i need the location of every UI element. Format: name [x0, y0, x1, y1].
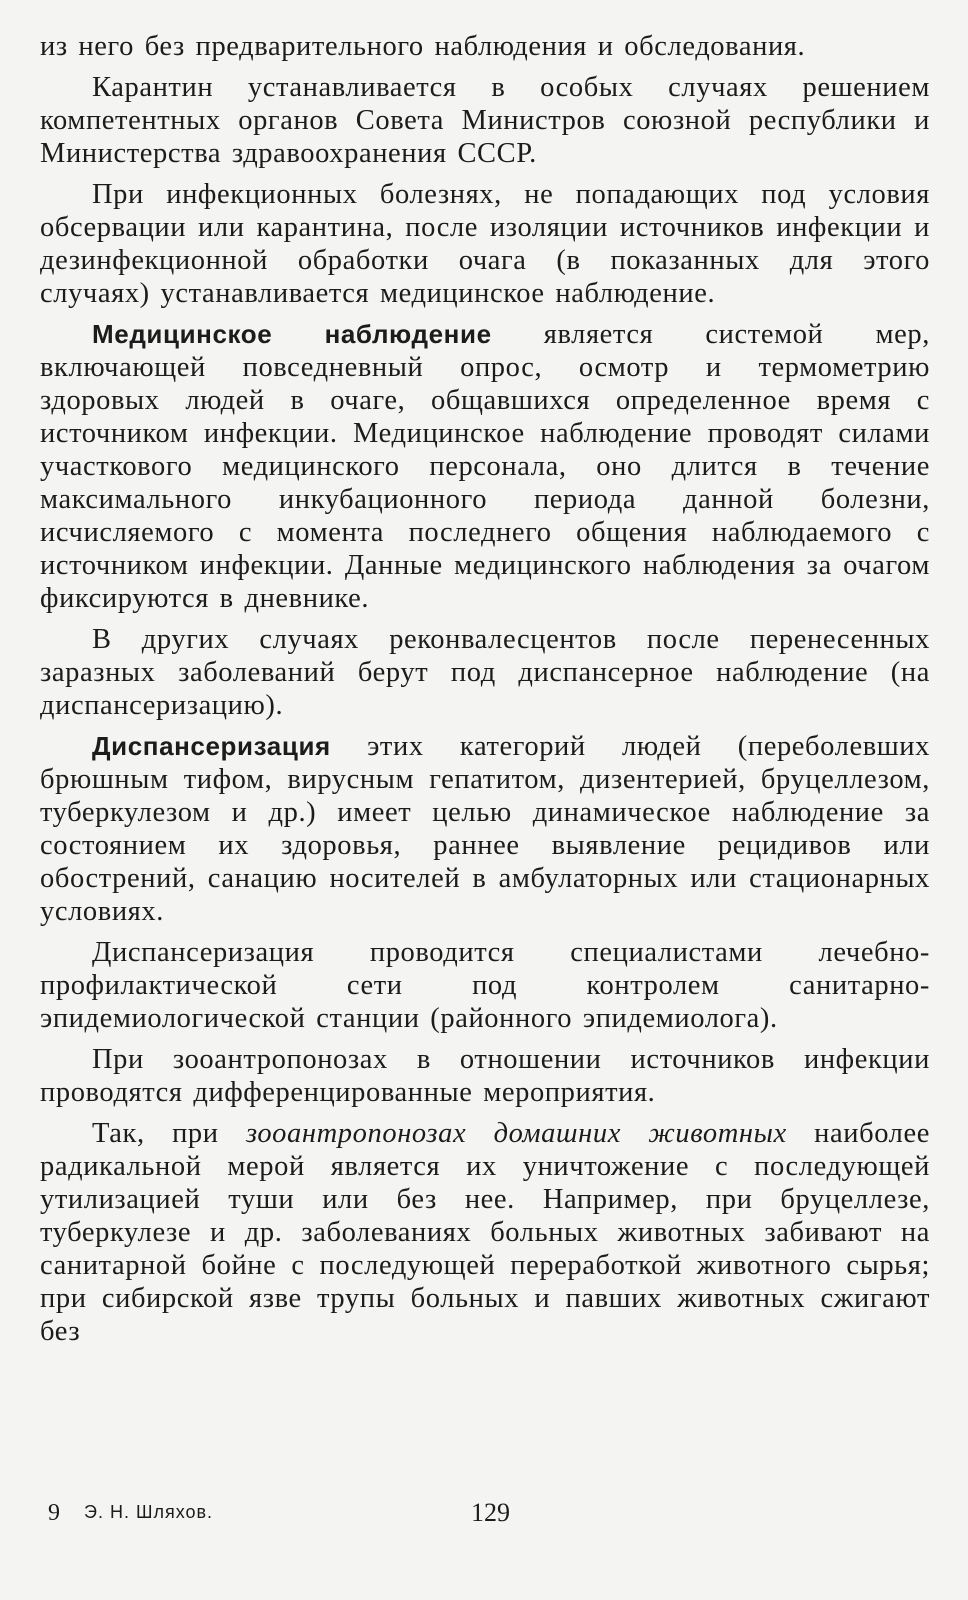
paragraph-2 [40, 71, 930, 170]
paragraph-3-text: При инфекционных болезнях, не попадающих под условия обсервации или карантина, после изоляции источников инфекции и дезинфекционной обработки очага (в показанных для этого случаях) устанавливается медицинское наблюдение. [40, 179, 930, 309]
paragraph-3 [40, 178, 930, 310]
term-medical-observation: Медицинское наблюдение [92, 319, 492, 349]
paragraph-9 [40, 1117, 930, 1348]
page-number: 129 [471, 1498, 510, 1527]
paragraph-7-text: Диспансеризация проводится специалистами лечебно-профилактической сети под контролем санитарно-эпидемиологической станции (районного эпидемиолога). [40, 937, 930, 1034]
paragraph-2-text: Карантин устанавливается в особых случаях решением компетентных органов Совета Министров союзной республики и Министерства здравоохранения СССР. [40, 72, 930, 169]
author-name: Э. Н. Шляхов. [84, 1502, 214, 1522]
paragraph-8-text: При зооантропонозах в отношении источников инфекции проводятся дифференцированные мероприятия. [40, 1044, 930, 1108]
paragraph-9-text: наиболее радикальной мерой является их уничтожение с последующей утилизацией туши или без нее. Например, при бруцеллезе, туберкулезе и др. заболеваниях больных животных забивают на санитарной бойне с последующей переработкой животного сырья; при сибирской язве трупы больных и павших животных сжигают без [40, 1118, 930, 1347]
term-dispensarization: Диспансеризация [92, 731, 331, 761]
paragraph-5-text: В других случаях реконвалесцентов после перенесенных заразных заболеваний берут под диспансерное наблюдение (на диспансеризацию). [40, 624, 930, 721]
paragraph-6-text: этих категорий людей (переболевших брюшным тифом, вирусным гепатитом, дизентерией, бруцеллезом, туберкулезом и др.) имеет целью динамическое наблюдение за состоянием их здоровья, раннее выявление рецидивов или обострений, санацию носителей в амбулаторных или стационарных условиях. [40, 731, 930, 927]
page-footer [48, 1500, 928, 1540]
page-body [40, 30, 930, 1356]
paragraph-8 [40, 1043, 930, 1109]
term-zooanthroponoses: зооантропонозах домашних животных [245, 1118, 787, 1149]
paragraph-4 [40, 318, 930, 615]
signature-mark: 9 [48, 1500, 60, 1526]
paragraph-1-text: из него без предварительного наблюдения и обследования. [40, 31, 806, 62]
paragraph-9-pre: Так, при [92, 1118, 246, 1149]
paragraph-1 [40, 30, 930, 63]
paragraph-7 [40, 936, 930, 1035]
paragraph-6 [40, 730, 930, 928]
paragraph-5 [40, 623, 930, 722]
paragraph-4-text: является системой мер, включающей повседневный опрос, осмотр и термометрию здоровых людей в очаге, общавшихся определенное время с источником инфекции. Медицинское наблюдение проводят силами участкового медицинского персонала, оно длится в течение максимального инкубационного периода данной болезни, исчисляемого с момента последнего общения наблюдаемого с источником инфекции. Данные медицинского наблюдения за очагом фиксируются в дневнике. [40, 319, 930, 614]
